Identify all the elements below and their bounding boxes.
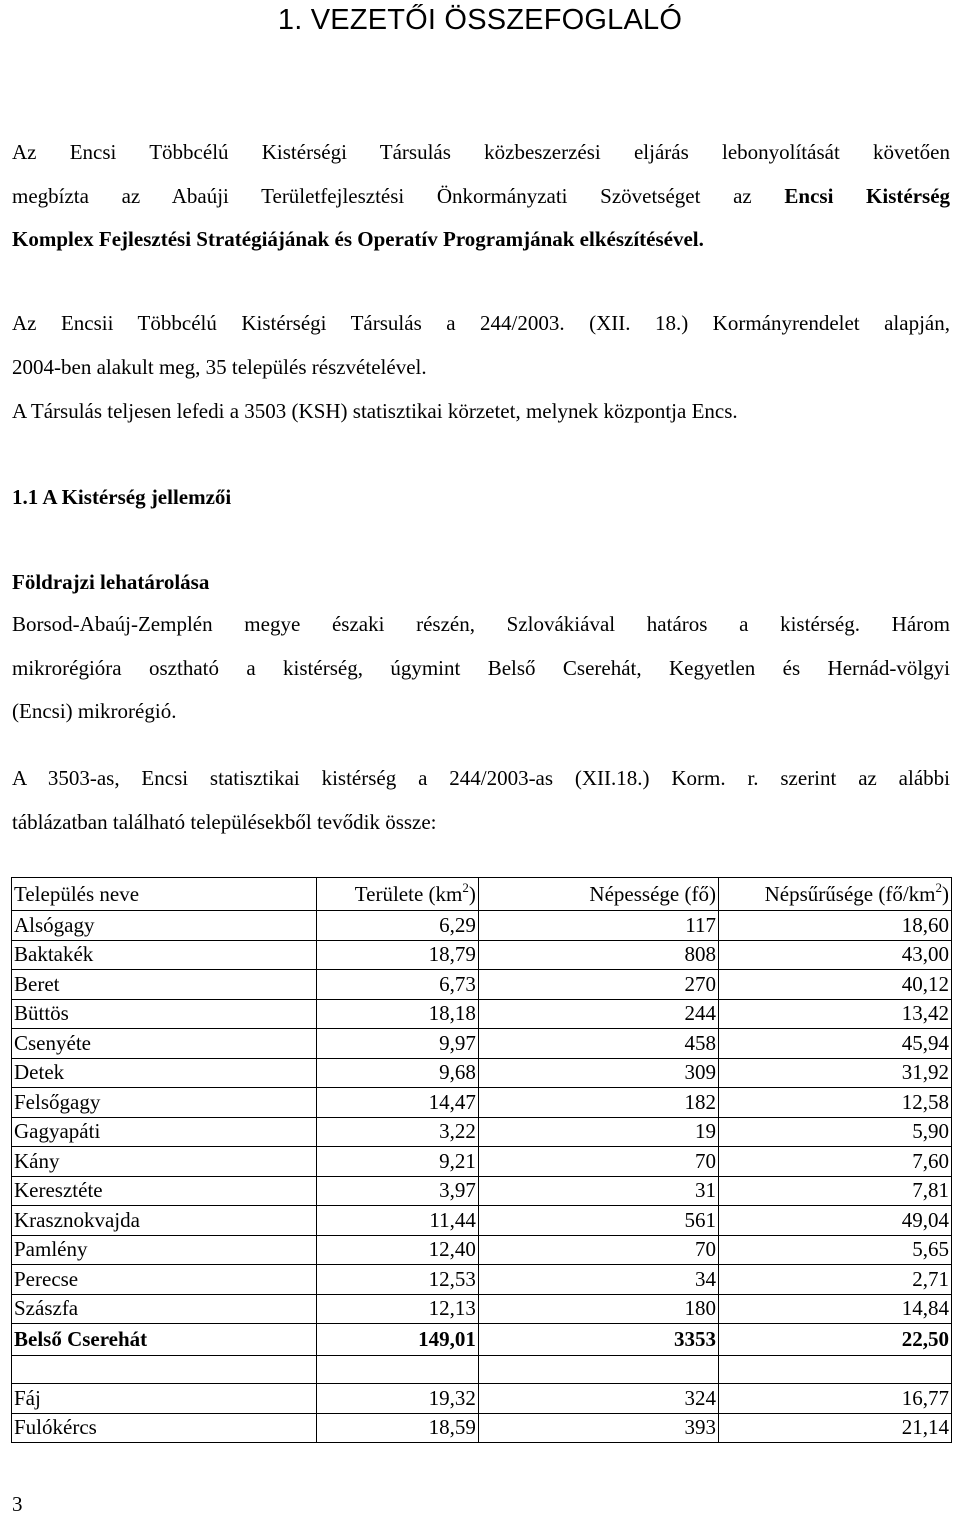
composition-line-1: A 3503-as, Encsi statisztikai kistérség a 244/2003-as (XII.18.) Korm. r. szerint az alábbi	[12, 766, 950, 790]
page-number: 3	[12, 1492, 23, 1516]
header-density-text: Népsűrűsége (fő/km	[764, 881, 936, 906]
header-name: Település neve	[12, 878, 317, 911]
cell-name: Alsógagy	[12, 911, 317, 941]
cell-area: 14,47	[317, 1088, 478, 1118]
cell-name: Fulókércs	[12, 1413, 317, 1443]
cell-area: 19,32	[317, 1384, 478, 1414]
cell-population: 458	[478, 1029, 718, 1059]
table-total-row	[12, 1324, 952, 1356]
cell-density: 45,94	[718, 1029, 951, 1059]
table-row	[12, 1413, 952, 1443]
cell-population: 244	[478, 999, 718, 1029]
cell-name: Beret	[12, 970, 317, 1000]
table-row	[12, 1088, 952, 1118]
cell-name	[12, 1356, 317, 1384]
cell-area: 149,01	[317, 1324, 478, 1356]
cell-density: 7,81	[718, 1176, 951, 1206]
cell-density: 40,12	[718, 970, 951, 1000]
cell-name: Detek	[12, 1058, 317, 1088]
cell-density: 21,14	[718, 1413, 951, 1443]
cell-area: 6,73	[317, 970, 478, 1000]
settlements-table	[11, 877, 952, 1443]
composition-line-2: táblázatban található településekből tevődik össze:	[12, 809, 437, 834]
cell-name: Felsőgagy	[12, 1088, 317, 1118]
cell-area: 18,59	[317, 1413, 478, 1443]
geo-line-1: Borsod-Abaúj-Zemplén megye északi részén, Szlovákiával határos a kistérség. Három	[12, 612, 950, 636]
cell-name: Perecse	[12, 1265, 317, 1295]
table-row	[12, 1117, 952, 1147]
cell-density: 18,60	[718, 911, 951, 941]
cell-area: 3,22	[317, 1117, 478, 1147]
cell-population: 182	[478, 1088, 718, 1118]
cell-name: Belső Cserehát	[12, 1324, 317, 1356]
header-area-close: )	[468, 881, 476, 906]
cell-area: 18,79	[317, 940, 478, 970]
cell-population: 117	[478, 911, 718, 941]
cell-density: 31,92	[718, 1058, 951, 1088]
table-header-row	[12, 878, 952, 911]
header-density-sup: 2	[935, 879, 942, 895]
table-blank-row	[12, 1356, 952, 1384]
cell-area: 6,29	[317, 911, 478, 941]
cell-density: 12,58	[718, 1088, 951, 1118]
cell-area: 11,44	[317, 1206, 478, 1236]
cell-area	[317, 1356, 478, 1384]
geo-line-2: mikrorégióra osztható a kistérség, úgymint Belső Cserehát, Kegyetlen és Hernád-völgyi	[12, 655, 950, 680]
table-row	[12, 999, 952, 1029]
header-area-text: Területe (km	[354, 881, 463, 906]
cell-density: 49,04	[718, 1206, 951, 1236]
cell-name: Szászfa	[12, 1294, 317, 1324]
cell-area: 9,97	[317, 1029, 478, 1059]
geo-line-3: (Encsi) mikrorégió.	[12, 699, 177, 723]
geo-heading: Földrajzi lehatárolása	[12, 570, 210, 594]
table-row	[12, 911, 952, 941]
header-population: Népessége (fő)	[478, 878, 718, 911]
cell-population: 309	[478, 1058, 718, 1088]
cell-area: 18,18	[317, 999, 478, 1029]
cell-density: 16,77	[718, 1384, 951, 1414]
cell-population: 180	[478, 1294, 718, 1324]
header-density	[718, 878, 951, 911]
cell-population: 70	[478, 1235, 718, 1265]
cell-density: 13,42	[718, 999, 951, 1029]
cell-area: 12,53	[317, 1265, 478, 1295]
table-row	[12, 1206, 952, 1236]
intro-line-3: Komplex Fejlesztési Stratégiájának és Operatív Programjának elkészítésével.	[12, 227, 704, 251]
intro-line-2	[12, 175, 950, 219]
table-body	[12, 911, 952, 1443]
cell-area: 9,68	[317, 1058, 478, 1088]
cell-population: 31	[478, 1176, 718, 1206]
cell-population: 270	[478, 970, 718, 1000]
cell-area: 9,21	[317, 1147, 478, 1177]
intro-line-2-text: megbízta az Abaúji Területfejlesztési Önkormányzati Szövetséget az	[12, 183, 785, 208]
cell-density	[718, 1356, 951, 1384]
cell-name: Keresztéte	[12, 1176, 317, 1206]
intro-line-1: Az Encsi Többcélú Kistérségi Társulás közbeszerzési eljárás lebonyolítását követően	[12, 140, 950, 164]
cell-population	[478, 1356, 718, 1384]
intro-line-2-bold: Encsi Kistérség	[784, 183, 951, 208]
cell-population: 19	[478, 1117, 718, 1147]
cell-name: Pamlény	[12, 1235, 317, 1265]
cell-density: 22,50	[718, 1324, 951, 1356]
cell-population: 808	[478, 940, 718, 970]
intro-paragraph	[12, 131, 950, 262]
table-row	[12, 970, 952, 1000]
cell-population: 70	[478, 1147, 718, 1177]
cell-population: 393	[478, 1413, 718, 1443]
cell-density: 7,60	[718, 1147, 951, 1177]
header-area-sup: 2	[462, 879, 469, 895]
cell-population: 34	[478, 1265, 718, 1295]
cell-name: Büttös	[12, 999, 317, 1029]
table-row	[12, 1058, 952, 1088]
cell-name: Krasznokvajda	[12, 1206, 317, 1236]
cell-density: 14,84	[718, 1294, 951, 1324]
cell-population: 561	[478, 1206, 718, 1236]
composition-paragraph	[12, 757, 950, 844]
cell-population: 324	[478, 1384, 718, 1414]
cell-name: Fáj	[12, 1384, 317, 1414]
table-row	[12, 1235, 952, 1265]
cell-density: 43,00	[718, 940, 951, 970]
header-area	[317, 878, 478, 911]
table-row	[12, 940, 952, 970]
founding-line-2: 2004-ben alakult meg, 35 település részvételével.	[12, 354, 427, 379]
table-row	[12, 1029, 952, 1059]
page-title: 1. VEZETŐI ÖSSZEFOGLALÓ	[277, 4, 683, 36]
table-row	[12, 1176, 952, 1206]
founding-line-1: Az Encsii Többcélú Kistérségi Társulás a 244/2003. (XII. 18.) Kormányrendelet alapján,	[12, 311, 950, 335]
founding-paragraph	[12, 302, 950, 389]
founding-line-3: A Társulás teljesen lefedi a 3503 (KSH) statisztikai körzetet, melynek központja Encs.	[12, 399, 738, 423]
table-row	[12, 1294, 952, 1324]
cell-name: Baktakék	[12, 940, 317, 970]
table-row	[12, 1147, 952, 1177]
cell-density: 5,90	[718, 1117, 951, 1147]
cell-area: 12,40	[317, 1235, 478, 1265]
cell-density: 5,65	[718, 1235, 951, 1265]
cell-name: Kány	[12, 1147, 317, 1177]
cell-area: 12,13	[317, 1294, 478, 1324]
cell-name: Gagyapáti	[12, 1117, 317, 1147]
cell-area: 3,97	[317, 1176, 478, 1206]
table-row	[12, 1384, 952, 1414]
header-density-close: )	[942, 881, 949, 906]
table-row	[12, 1265, 952, 1295]
cell-density: 2,71	[718, 1265, 951, 1295]
section-heading: 1.1 A Kistérség jellemzői	[12, 485, 232, 509]
cell-population: 3353	[478, 1324, 718, 1356]
geo-paragraph	[12, 603, 950, 734]
cell-name: Csenyéte	[12, 1029, 317, 1059]
